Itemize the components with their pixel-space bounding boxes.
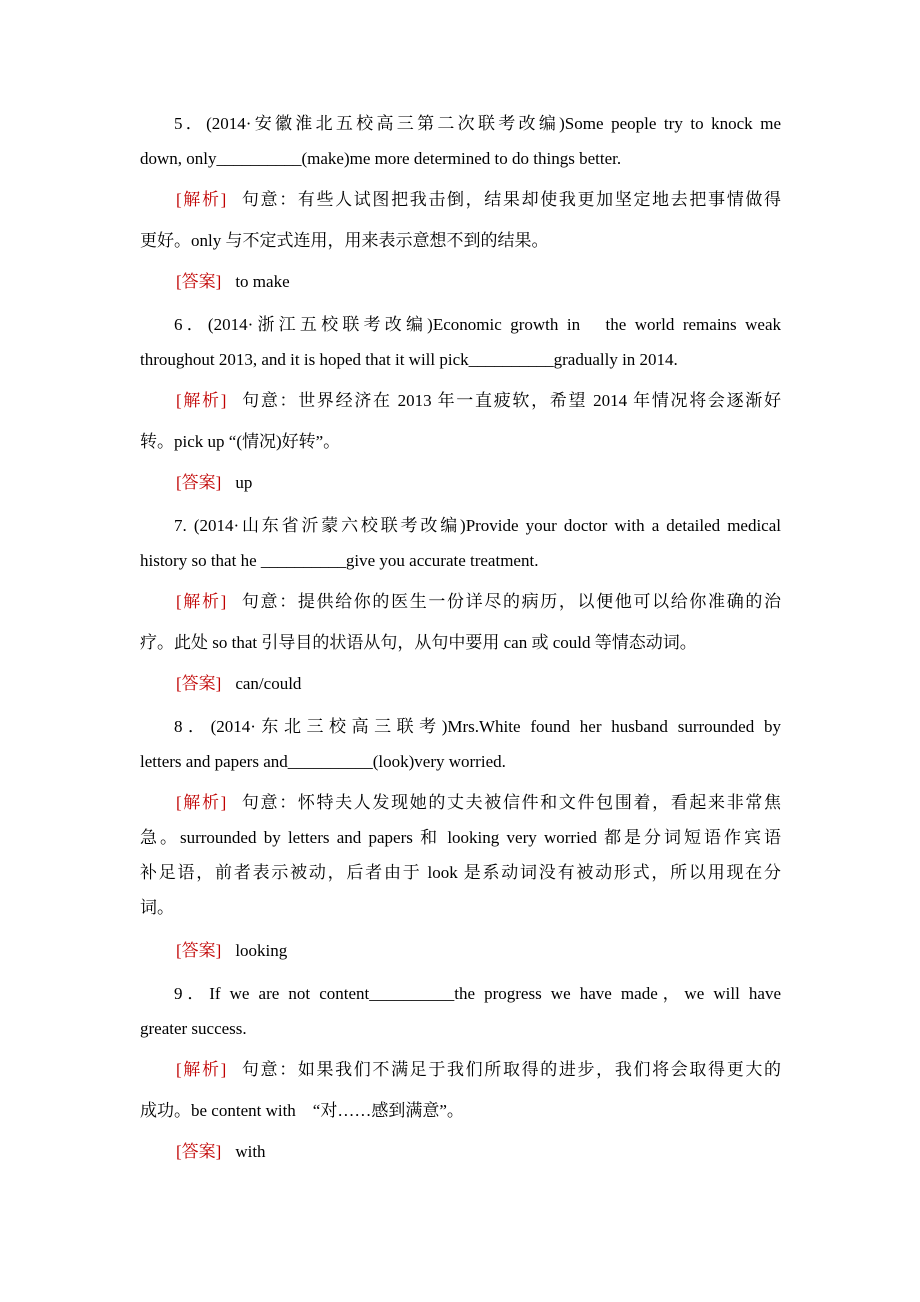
analysis-line: 补足语，前者表示被动，后者由于 look 是系动词没有被动形式，所以用现在分 <box>140 863 781 882</box>
analysis-text: 句意：世界经济在 2013 年一直疲软，希望 2014 年情况将会逐渐好 <box>240 391 781 410</box>
question-stem-line: throughout 2013, and it is hoped that it will pick__________gradually in 2014. <box>140 350 678 369</box>
analysis-label: [解析] <box>176 391 227 410</box>
question-block <box>140 508 781 701</box>
exercise-page <box>140 106 781 1169</box>
answer-text: looking <box>235 941 288 960</box>
question-stem-line: 6．(2014·浙江五校联考改编)Economic growth in the world remains weak <box>174 315 781 334</box>
question-stem-line: 8．(2014·东北三校高三联考)Mrs.White found her husband surrounded by <box>174 717 781 736</box>
answer-text: with <box>235 1142 266 1161</box>
analysis-label: [解析] <box>176 592 227 611</box>
analysis-text: 句意：有些人试图把我击倒，结果却使我更加坚定地去把事情做得 <box>240 190 781 209</box>
analysis-line: 急。surrounded by letters and papers 和 looking very worried 都是分词短语作宾语 <box>140 828 781 847</box>
question-block <box>140 709 781 968</box>
answer-label: [答案] <box>176 473 222 492</box>
analysis-line: 词。 <box>140 898 174 917</box>
question-stem-line: 7. (2014·山东省沂蒙六校联考改编)Provide your doctor with a detailed medical <box>174 516 781 535</box>
answer-label: [答案] <box>176 674 222 693</box>
question-stem-line: down, only__________(make)me more determined to do things better. <box>140 149 622 168</box>
answer-line <box>140 465 781 500</box>
question-block <box>140 307 781 500</box>
analysis-label: [解析] <box>176 1060 227 1079</box>
answer-text: can/could <box>235 674 302 693</box>
answer-line <box>140 264 781 299</box>
analysis-line: 更好。only 与不定式连用，用来表示意想不到的结果。 <box>140 231 549 250</box>
analysis-text: 句意：提供给你的医生一份详尽的病历，以便他可以给你准确的治 <box>240 592 781 611</box>
question-stem-line: greater success. <box>140 1019 247 1038</box>
question-stem-line: 9．If we are not content__________the progress we have made，we will have <box>174 984 781 1003</box>
answer-line <box>140 933 781 968</box>
answer-label: [答案] <box>176 1142 222 1161</box>
question-stem-line: letters and papers and__________(look)very worried. <box>140 752 506 771</box>
question-block <box>140 976 781 1169</box>
analysis-line: 疗。此处 so that 引导目的状语从句，从句中要用 can 或 could 等情态动词。 <box>140 633 697 652</box>
analysis-line <box>140 785 781 820</box>
analysis-text: 句意：怀特夫人发现她的丈夫被信件和文件包围着，看起来非常焦 <box>240 793 781 812</box>
analysis-label: [解析] <box>176 793 227 812</box>
analysis-text: 句意：如果我们不满足于我们所取得的进步，我们将会取得更大的 <box>240 1060 781 1079</box>
answer-text: to make <box>235 272 290 291</box>
analysis-line: 成功。be content with “对……感到满意”。 <box>140 1101 464 1120</box>
answer-text: up <box>235 473 253 492</box>
analysis-label: [解析] <box>176 190 227 209</box>
analysis-line: 转。pick up “(情况)好转”。 <box>140 432 341 451</box>
question-stem-line: 5．(2014·安徽淮北五校高三第二次联考改编)Some people try to knock me <box>174 114 781 133</box>
analysis-line <box>140 1052 781 1087</box>
answer-line <box>140 666 781 701</box>
answer-label: [答案] <box>176 941 222 960</box>
analysis-line <box>140 383 781 418</box>
answer-label: [答案] <box>176 272 222 291</box>
question-block <box>140 106 781 299</box>
question-stem-line: history so that he __________give you accurate treatment. <box>140 551 539 570</box>
analysis-line <box>140 584 781 619</box>
analysis-line <box>140 182 781 217</box>
answer-line <box>140 1134 781 1169</box>
